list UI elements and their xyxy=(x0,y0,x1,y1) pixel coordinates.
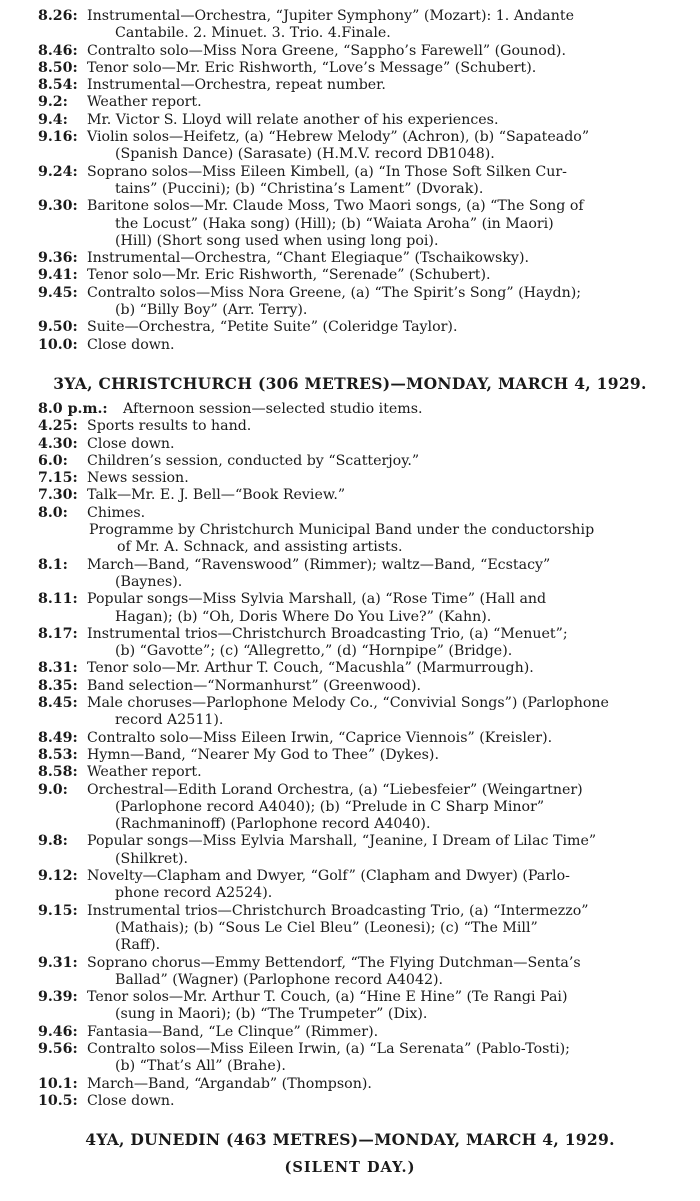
programme-entry xyxy=(0,1093,700,1110)
entry-line: Violin solos—Heifetz, (a) “Hebrew Melody” (Achron), (b) “Sapateado” xyxy=(87,129,590,146)
entry-line: Popular songs—Miss Sylvia Marshall, (a) “Rose Time” (Hall and xyxy=(87,591,547,608)
entry-line: (b) “That’s All” (Brahe). xyxy=(115,1058,286,1075)
entry-line: Instrumental trios—Christchurch Broadcasting Trio, (a) “Intermezzo” xyxy=(87,902,589,919)
entry-description xyxy=(89,337,688,354)
programme-note-line: of Mr. A. Schnack, and assisting artists. xyxy=(117,539,403,556)
entry-time: 8.54: xyxy=(38,77,78,94)
entry-line: (Parlophone record A4040); (b) “Prelude in C Sharp Minor” xyxy=(115,798,545,815)
programme-entry xyxy=(0,164,700,199)
entry-line: Afternoon session—selected studio items. xyxy=(123,401,423,417)
programme-entry xyxy=(0,955,700,990)
entry-time: 9.30: xyxy=(38,198,78,215)
entry-description xyxy=(89,8,688,43)
entry-line: Contralto solo—Miss Eileen Irwin, “Caprice Viennois” (Kreisler). xyxy=(87,729,553,746)
entry-description xyxy=(89,43,688,60)
programme-entry xyxy=(0,198,700,250)
entry-line: Tenor solo—Mr. Eric Rishworth, “Love’s Message” (Schubert). xyxy=(87,59,537,76)
programme-entry xyxy=(0,337,700,354)
entry-time: 9.0: xyxy=(38,781,68,798)
2ya-programme-continued xyxy=(0,8,700,354)
entry-line: (sung in Maori); (b) “The Trumpeter” (Dix). xyxy=(115,1006,428,1023)
entry-line: (b) “Billy Boy” (Arr. Terry). xyxy=(115,302,308,319)
entry-line: (Spanish Dance) (Sarasate) (H.M.V. record DB1048). xyxy=(115,146,495,163)
entry-time: 10.5: xyxy=(38,1092,78,1109)
entry-time: 8.26: xyxy=(38,8,78,24)
entry-description xyxy=(89,453,688,470)
programme-entry xyxy=(0,660,700,677)
entry-time: 8.0: xyxy=(38,504,68,521)
entry-time: 8.53: xyxy=(38,746,78,763)
entry-description xyxy=(89,557,688,592)
entry-line: Instrumental—Orchestra, repeat number. xyxy=(87,77,386,94)
entry-description xyxy=(89,285,688,320)
entry-line: Instrumental—Orchestra, “Jupiter Symphony” (Mozart): 1. Andante xyxy=(87,8,574,24)
entry-time: 7.15: xyxy=(38,470,78,487)
entry-time: 9.46: xyxy=(38,1023,78,1040)
entry-line: Popular songs—Miss Eylvia Marshall, “Jeanine, I Dream of Lilac Time” xyxy=(87,833,597,850)
entry-description xyxy=(89,319,688,336)
entry-description xyxy=(89,94,688,111)
entry-line: Orchestral—Edith Lorand Orchestra, (a) “Liebesfeier” (Weingartner) xyxy=(87,781,583,798)
entry-description xyxy=(89,470,688,487)
entry-line: Instrumental trios—Christchurch Broadcasting Trio, (a) “Menuet”; xyxy=(87,625,568,642)
entry-line: Tenor solos—Mr. Arthur T. Couch, (a) “Hine E Hine” (Te Rangi Pai) xyxy=(87,989,568,1006)
entry-description xyxy=(89,436,688,453)
entry-description xyxy=(89,198,688,250)
entry-time: 8.45: xyxy=(38,695,78,712)
entry-description xyxy=(89,267,688,284)
programme-entry xyxy=(0,782,700,834)
programme-entry xyxy=(0,267,700,284)
programme-entry xyxy=(0,1076,700,1093)
entry-description xyxy=(89,112,688,129)
entry-description xyxy=(89,955,688,990)
programme-entry xyxy=(0,505,700,522)
3ya-programme xyxy=(0,401,700,1110)
entry-description xyxy=(89,868,688,903)
programme-entry xyxy=(0,747,700,764)
entry-description xyxy=(89,591,688,626)
programme-entry xyxy=(0,60,700,77)
entry-time: 7.30: xyxy=(38,487,78,504)
programme-entry xyxy=(0,43,700,60)
entry-time: 9.12: xyxy=(38,868,78,885)
3ya-section-title: 3YA, CHRISTCHURCH (306 METRES)—MONDAY, MARCH 4, 1929. xyxy=(53,374,647,393)
programme-entry xyxy=(0,557,700,592)
entry-description xyxy=(125,401,688,418)
entry-line: Chimes. xyxy=(87,504,146,521)
entry-line: (Raff). xyxy=(115,937,161,954)
programme-entry xyxy=(0,250,700,267)
programme-entry xyxy=(0,319,700,336)
entry-time: 10.1: xyxy=(38,1075,78,1092)
entry-line: Weather report. xyxy=(87,764,202,781)
entry-description xyxy=(89,833,688,868)
entry-description xyxy=(89,1076,688,1093)
programme-entry xyxy=(0,77,700,94)
entry-description xyxy=(89,903,688,955)
programme-entry xyxy=(0,436,700,453)
entry-line: News session. xyxy=(87,470,189,487)
entry-time: 9.2: xyxy=(38,94,68,111)
entry-line: Close down. xyxy=(87,336,175,353)
entry-description xyxy=(89,626,688,661)
entry-line: (b) “Gavotte”; (c) “Allegretto,” (d) “Hornpipe” (Bridge). xyxy=(115,643,513,660)
entry-line: (Shilkret). xyxy=(115,850,188,867)
entry-line: Novelty—Clapham and Dwyer, “Golf” (Clapham and Dwyer) (Parlo- xyxy=(87,868,570,885)
programme-entry xyxy=(0,487,700,504)
entry-time: 9.16: xyxy=(38,129,78,146)
programme-entry xyxy=(0,730,700,747)
programme-entry xyxy=(0,833,700,868)
entry-line: March—Band, “Argandab” (Thompson). xyxy=(87,1075,372,1092)
entry-line: Instrumental—Orchestra, “Chant Elegiaque” (Tschaikowsky). xyxy=(87,250,529,267)
entry-description xyxy=(89,1093,688,1110)
programme-entry xyxy=(0,8,700,43)
entry-time: 8.35: xyxy=(38,677,78,694)
entry-description xyxy=(89,418,688,435)
entry-time: 4.30: xyxy=(38,435,78,452)
entry-description xyxy=(89,989,688,1024)
entry-line: Cantabile. 2. Minuet. 3. Trio. 4.Finale. xyxy=(115,25,391,42)
entry-description xyxy=(89,1041,688,1076)
entry-line: tains” (Puccini); (b) “Christina’s Lament” (Dvorak). xyxy=(115,180,484,197)
entry-description xyxy=(89,764,688,781)
programme-entry xyxy=(0,695,700,730)
programme-entry xyxy=(0,1024,700,1041)
entry-time: 9.8: xyxy=(38,833,68,850)
entry-line: Contralto solo—Miss Nora Greene, “Sappho’s Farewell” (Gounod). xyxy=(87,42,566,59)
entry-line: Contralto solos—Miss Nora Greene, (a) “The Spirit’s Song” (Haydn); xyxy=(87,284,582,301)
programme-entry xyxy=(0,470,700,487)
entry-description xyxy=(89,77,688,94)
entry-description xyxy=(89,660,688,677)
entry-line: Fantasia—Band, “Le Clinque” (Rimmer). xyxy=(87,1023,379,1040)
programme-entry xyxy=(0,401,700,418)
entry-time: 8.46: xyxy=(38,42,78,59)
entry-description xyxy=(89,730,688,747)
programme-entry xyxy=(0,903,700,955)
entry-line: Male choruses—Parlophone Melody Co., “Convivial Songs”) (Parlophone xyxy=(87,695,609,712)
entry-description xyxy=(89,1024,688,1041)
entry-line: Close down. xyxy=(87,1092,175,1109)
entry-line: the Locust” (Haka song) (Hill); (b) “Waiata Aroha” (in Maori) xyxy=(115,215,554,232)
entry-line: record A2511). xyxy=(115,712,224,729)
4ya-silent-day: (SILENT DAY.) xyxy=(284,1159,416,1176)
entry-line: Suite—Orchestra, “Petite Suite” (Coleridge Taylor). xyxy=(87,319,458,336)
entry-line: Baritone solos—Mr. Claude Moss, Two Maori songs, (a) “The Song of xyxy=(87,198,584,215)
entry-line: Talk—Mr. E. J. Bell—“Book Review.” xyxy=(87,487,346,504)
entry-description xyxy=(89,695,688,730)
entry-time: 8.58: xyxy=(38,764,78,781)
entry-time: 8.31: xyxy=(38,660,78,677)
entry-line: Hagan); (b) “Oh, Doris Where Do You Live?” (Kahn). xyxy=(115,608,492,625)
entry-description xyxy=(89,782,688,834)
entry-time: 10.0: xyxy=(38,336,78,353)
entry-description xyxy=(89,129,688,164)
programme-entry xyxy=(0,1041,700,1076)
entry-description xyxy=(89,487,688,504)
entry-line: Band selection—“Normanhurst” (Greenwood). xyxy=(87,677,422,694)
entry-line: Mr. Victor S. Lloyd will relate another of his experiences. xyxy=(87,111,499,128)
entry-time: 9.36: xyxy=(38,250,78,267)
entry-line: Tenor solo—Mr. Arthur T. Couch, “Macushla” (Marmurrough). xyxy=(87,660,534,677)
entry-time: 6.0: xyxy=(38,452,68,469)
entry-line: Soprano chorus—Emmy Bettendorf, “The Flying Dutchman—Senta’s xyxy=(87,954,581,971)
entry-time: 9.56: xyxy=(38,1040,78,1057)
entry-time: 4.25: xyxy=(38,418,78,435)
entry-line: (Hill) (Short song used when using long poi). xyxy=(115,232,439,249)
entry-line: Hymn—Band, “Nearer My God to Thee” (Dykes). xyxy=(87,746,439,763)
programme-entry xyxy=(0,418,700,435)
entry-line: phone record A2524). xyxy=(115,885,273,902)
entry-line: Tenor solo—Mr. Eric Rishworth, “Serenade” (Schubert). xyxy=(87,267,491,284)
programme-entry xyxy=(0,112,700,129)
programme-entry xyxy=(0,868,700,903)
programme-entry xyxy=(0,129,700,164)
entry-time: 9.4: xyxy=(38,111,68,128)
4ya-section-title: 4YA, DUNEDIN (463 METRES)—MONDAY, MARCH 4, 1929. xyxy=(85,1130,615,1149)
programme-entry xyxy=(0,591,700,626)
entry-line: (Baynes). xyxy=(115,573,183,590)
entry-description xyxy=(89,747,688,764)
programme-entry xyxy=(0,989,700,1024)
programme-entry xyxy=(0,453,700,470)
entry-time: 9.15: xyxy=(38,902,78,919)
entry-time: 9.24: xyxy=(38,163,78,180)
entry-time: 9.50: xyxy=(38,319,78,336)
programme-entry xyxy=(0,678,700,695)
entry-line: Ballad” (Wagner) (Parlophone record A4042). xyxy=(115,971,444,988)
entry-description xyxy=(89,60,688,77)
programme-entry xyxy=(0,764,700,781)
entry-time: 8.49: xyxy=(38,729,78,746)
entry-line: (Mathais); (b) “Sous Le Ciel Bleu” (Leonesi); (c) “The Mill” xyxy=(115,919,538,936)
entry-line: Children’s session, conducted by “Scatterjoy.” xyxy=(87,452,420,469)
programme-note-line: Programme by Christchurch Municipal Band under the conductorship xyxy=(89,522,595,539)
entry-time: 8.50: xyxy=(38,59,78,76)
programme-entry xyxy=(0,94,700,111)
entry-line: Weather report. xyxy=(87,94,202,111)
programme-entry xyxy=(0,626,700,661)
entry-line: Soprano solos—Miss Eileen Kimbell, (a) “In Those Soft Silken Cur- xyxy=(87,163,567,180)
entry-line: (Rachmaninoff) (Parlophone record A4040). xyxy=(115,816,431,833)
entry-description xyxy=(89,164,688,199)
entry-line: Sports results to hand. xyxy=(87,418,252,435)
programme-entry xyxy=(0,285,700,320)
entry-time: 9.31: xyxy=(38,954,78,971)
entry-description xyxy=(89,678,688,695)
entry-description xyxy=(89,505,688,522)
entry-time: 8.17: xyxy=(38,625,78,642)
entry-line: March—Band, “Ravenswood” (Rimmer); waltz—Band, “Ecstacy” xyxy=(87,556,551,573)
programme-note xyxy=(0,522,700,557)
entry-time: 9.39: xyxy=(38,989,78,1006)
entry-line: Close down. xyxy=(87,435,175,452)
entry-description xyxy=(89,250,688,267)
entry-time: 9.41: xyxy=(38,267,78,284)
entry-time: 8.0 p.m.: xyxy=(38,401,108,417)
entry-time: 8.11: xyxy=(38,591,78,608)
entry-line: Contralto solos—Miss Eileen Irwin, (a) “La Serenata” (Pablo-Tosti); xyxy=(87,1040,570,1057)
entry-time: 8.1: xyxy=(38,556,68,573)
entry-time: 9.45: xyxy=(38,284,78,301)
